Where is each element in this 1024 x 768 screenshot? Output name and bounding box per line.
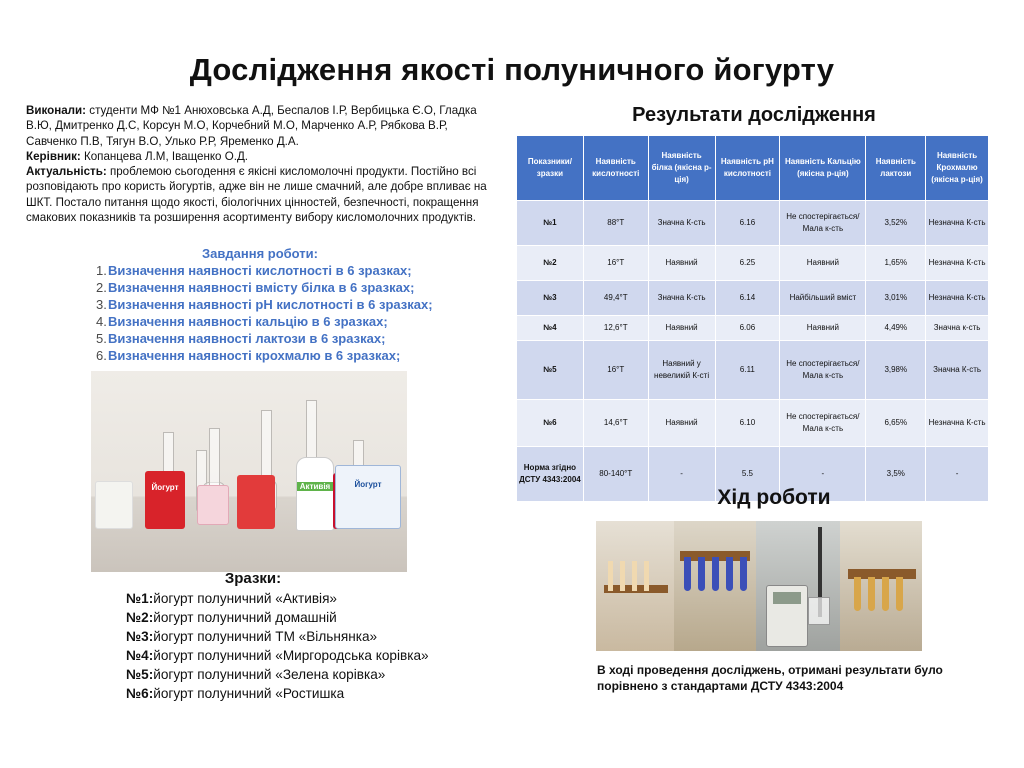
task-text: Визначення наявності кальцію в 6 зразках;	[108, 314, 388, 329]
task-item	[96, 347, 433, 364]
samples-list	[126, 589, 429, 703]
task-text: Визначення наявності кислотності в 6 зразках;	[108, 263, 412, 278]
sample-number: №6:	[126, 686, 154, 701]
results-cell: Наявний	[648, 316, 715, 341]
authors-text: студенти МФ №1 Анюховська А.Д, Беспалов І.Р, Вербицька Є.О, Гладка В.Ю, Дмитренко Д.С, Корсун М.О, Корчебний М.О, Марченко А.Р, Рябкова В.Р, Савченко П.В, Тягун В.О, Улько Р.Р, Яременко Д.А.	[26, 104, 477, 148]
task-item	[96, 313, 433, 330]
results-row	[517, 246, 989, 281]
results-cell: 3,5%	[866, 447, 926, 502]
task-number: 4.	[96, 314, 107, 329]
test-tube	[684, 557, 691, 591]
header-cell: Наявність Кальцію (якісна р-ція)	[780, 136, 866, 201]
results-cell: Незначна К-сть	[926, 246, 989, 281]
test-tube	[712, 557, 719, 591]
row-label-cell: №3	[517, 281, 584, 316]
test-tube	[608, 561, 613, 591]
results-cell: Незначна К-сть	[926, 400, 989, 447]
task-number: 1.	[96, 263, 107, 278]
yellow-tubes-photo	[840, 521, 922, 651]
results-cell: Значна К-сть	[648, 281, 715, 316]
results-cell: 80-140°Т	[583, 447, 648, 502]
tasks-title: Завдання роботи:	[202, 246, 318, 261]
pack-label: Йогурт	[354, 480, 382, 489]
sample-item	[126, 646, 429, 665]
task-number: 3.	[96, 297, 107, 312]
yogurt-pouch-blue	[335, 465, 401, 529]
ph-meter-photo	[756, 521, 840, 651]
sample-text: йогурт полуничний ТМ «Вільнянка»	[153, 629, 378, 644]
ph-meter	[766, 585, 808, 647]
task-text: Визначення наявності лактози в 6 зразках;	[108, 331, 386, 346]
results-cell: 1,65%	[866, 246, 926, 281]
row-label-cell: №2	[517, 246, 584, 281]
sample-item	[126, 608, 429, 627]
results-cell: Наявний	[648, 246, 715, 281]
authors-paragraph	[26, 103, 500, 149]
sample-number: №3:	[126, 629, 154, 644]
header-cell: Наявність pH кислотності	[715, 136, 780, 201]
test-tube	[644, 561, 649, 591]
results-cell: 6.25	[715, 246, 780, 281]
supervisor-paragraph	[26, 149, 500, 164]
results-title: Результати дослідження	[632, 104, 876, 126]
results-cell: 6.06	[715, 316, 780, 341]
supervisor-label: Керівник:	[26, 149, 81, 163]
results-cell: 6.11	[715, 341, 780, 400]
task-number: 2.	[96, 280, 107, 295]
conclusion-text: В ході проведення досліджень, отримані результати було порівнено з стандартами ДСТУ 4343:2004	[597, 663, 943, 693]
relevance-paragraph	[26, 164, 500, 225]
row-label-cell: №4	[517, 316, 584, 341]
samples-photo	[91, 371, 407, 572]
results-cell: 6.16	[715, 201, 780, 246]
test-tube	[854, 577, 861, 611]
row-label-cell: №5	[517, 341, 584, 400]
strawberry-pouch	[237, 475, 275, 529]
results-cell: 6.14	[715, 281, 780, 316]
sample-text: йогурт полуничний «Активія»	[153, 591, 337, 606]
sample-text: йогурт полуничний «Зелена корівка»	[153, 667, 386, 682]
results-row	[517, 341, 989, 400]
results-cell: Наявний у невеликій К-сті	[648, 341, 715, 400]
results-row	[517, 316, 989, 341]
relevance-text: проблемою сьогодення є якісні кисломолочні продукти. Постійно всі розповідають про користь йогуртів, адже він не лише смачний, але добре впливає на ШКТ. Постало питання щодо якості, біологічних цінностей, безпечності, покращення смакових показників та розширення асортименту вибору кисломолочних продуктів.	[26, 165, 487, 225]
test-tube	[632, 561, 637, 591]
results-cell: Не спостерігається/ Мала к-сть	[780, 400, 866, 447]
task-number: 5.	[96, 331, 107, 346]
results-cell: Не спостерігається/ Мала к-сть	[780, 201, 866, 246]
task-text: Визначення наявності крохмалю в 6 зразках;	[108, 348, 401, 363]
row-label-cell: Норма згідно ДСТУ 4343:2004	[517, 447, 584, 502]
poster-title: Дослідження якості полуничного йогурту	[189, 52, 835, 87]
results-cell: 16°Т	[583, 341, 648, 400]
results-cell: Найбільший вміст	[780, 281, 866, 316]
test-tube	[726, 557, 733, 591]
results-cell: Незначна К-сть	[926, 281, 989, 316]
results-row	[517, 400, 989, 447]
row-label-cell: №1	[517, 201, 584, 246]
lab-process-photo	[596, 521, 922, 651]
task-text: Визначення наявності вмісту білка в 6 зразках;	[108, 280, 415, 295]
pack-label: Активія	[297, 482, 333, 491]
sample-text: йогурт полуничний «Миргородська корівка»	[153, 648, 429, 663]
results-body	[517, 201, 989, 502]
results-cell: 6,65%	[866, 400, 926, 447]
samples-title: Зразки:	[224, 570, 282, 587]
results-cell: -	[926, 447, 989, 502]
test-tube	[740, 557, 747, 591]
task-number: 6.	[96, 348, 107, 363]
task-item	[96, 296, 433, 313]
yogurt-cup-pink	[197, 485, 229, 525]
results-cell: -	[780, 447, 866, 502]
row-label-cell: №6	[517, 400, 584, 447]
results-cell: 88°Т	[583, 201, 648, 246]
results-table	[516, 135, 989, 502]
test-tube	[882, 577, 889, 611]
sample-text: йогурт полуничний домашній	[153, 610, 337, 625]
results-cell: 49,4°Т	[583, 281, 648, 316]
sample-text: йогурт полуничний «Ростишка	[153, 686, 345, 701]
header-cell: Наявність лактози	[866, 136, 926, 201]
results-header-row	[517, 136, 989, 201]
progress-title: Хід роботи	[717, 486, 831, 509]
results-cell: 14,6°Т	[583, 400, 648, 447]
test-tube	[868, 577, 875, 611]
sample-number: №1:	[126, 591, 154, 606]
white-jar	[95, 481, 133, 529]
results-cell: Незначна К-сть	[926, 201, 989, 246]
test-tube-rack-photo	[596, 521, 674, 651]
task-item	[96, 279, 433, 296]
relevance-label: Актуальність:	[26, 165, 107, 179]
results-cell: 6.10	[715, 400, 780, 447]
test-tube	[896, 577, 903, 611]
sample-number: №4:	[126, 648, 154, 663]
header-cell: Наявність кислотності	[583, 136, 648, 201]
test-tube	[620, 561, 625, 591]
results-cell: Наявний	[780, 246, 866, 281]
results-row	[517, 201, 989, 246]
sample-number: №2:	[126, 610, 154, 625]
supervisor-text: Копанцева Л.М, Іващенко О.Д.	[80, 149, 249, 163]
sample-item	[126, 684, 429, 703]
results-cell: 12,6°Т	[583, 316, 648, 341]
header-cell: Наявність Крохмалю (якісна р-ція)	[926, 136, 989, 201]
results-row	[517, 281, 989, 316]
test-tube	[698, 557, 705, 591]
header-cell: Наявність білка (якісна р-ція)	[648, 136, 715, 201]
results-cell: Значна К-сть	[926, 341, 989, 400]
results-cell: Наявний	[648, 400, 715, 447]
results-cell: 3,01%	[866, 281, 926, 316]
results-cell: 5.5	[715, 447, 780, 502]
sample-item	[126, 665, 429, 684]
results-cell: 4,49%	[866, 316, 926, 341]
results-cell: Не спостерігається/ Мала к-сть	[780, 341, 866, 400]
task-item	[96, 262, 433, 279]
authors-label: Виконали:	[26, 104, 87, 117]
pack-label: Йогурт	[151, 483, 179, 492]
sample-item	[126, 627, 429, 646]
intro-block	[26, 103, 500, 225]
task-text: Визначення наявності pH кислотності в 6 зразках;	[108, 297, 433, 312]
results-cell: 3,52%	[866, 201, 926, 246]
sample-item	[126, 589, 429, 608]
ph-meter-display	[773, 592, 801, 604]
blue-tubes-photo	[674, 521, 756, 651]
task-item	[96, 330, 433, 347]
results-cell: Значна К-сть	[648, 201, 715, 246]
results-cell: Значна к-сть	[926, 316, 989, 341]
beaker	[808, 597, 830, 625]
results-cell: -	[648, 447, 715, 502]
yogurt-bottle	[296, 457, 334, 531]
results-cell: 16°Т	[583, 246, 648, 281]
tasks-list	[96, 262, 433, 364]
results-cell: 3,98%	[866, 341, 926, 400]
results-cell: Наявний	[780, 316, 866, 341]
yogurt-pouch-red	[145, 471, 185, 529]
header-cell: Показники/ зразки	[517, 136, 584, 201]
sample-number: №5:	[126, 667, 154, 682]
